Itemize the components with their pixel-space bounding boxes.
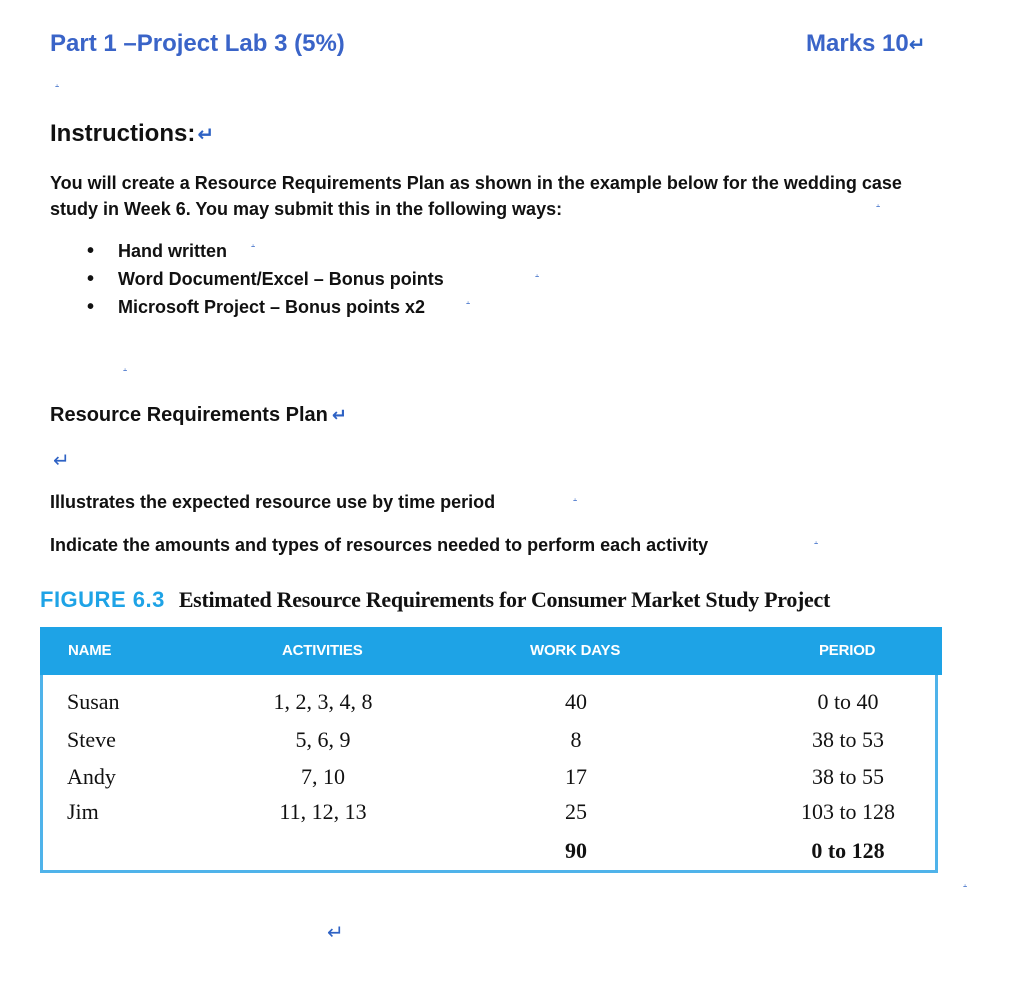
- column-header-period: PERIOD: [819, 642, 876, 659]
- table-header: [40, 627, 942, 675]
- lab-title: Part 1 –Project Lab 3 (5%): [50, 30, 345, 57]
- paragraph-return-mark: ↵: [327, 920, 344, 944]
- return-mark: ↵: [331, 405, 347, 425]
- table-cell-name: Jim: [67, 799, 99, 824]
- cell-text: 25: [565, 799, 587, 824]
- plan-paragraph-2: Indicate the amounts and types of resources needed to perform each activity: [50, 535, 709, 555]
- cell-text: 5, 6, 9: [295, 727, 351, 752]
- figure-number: FIGURE 6.3: [40, 587, 165, 612]
- plan-paragraph-1: Illustrates the expected resource use by time period: [50, 492, 496, 512]
- submission-ways-list: [50, 237, 444, 321]
- cell-text: 90: [565, 838, 587, 863]
- cell-text: 0 to 128: [811, 838, 885, 863]
- instructions-heading: [50, 120, 214, 148]
- table-cell-name: Steve: [67, 727, 116, 752]
- cell-text: 40: [565, 689, 587, 714]
- column-header-name: NAME: [68, 642, 112, 659]
- marks-text: Marks 10: [806, 30, 909, 57]
- plan-heading: [50, 404, 347, 427]
- figure-caption-text: Estimated Resource Requirements for Consumer Market Study Project: [178, 587, 831, 612]
- cell-text: 17: [565, 764, 587, 789]
- cell-text: 7, 10: [301, 764, 345, 789]
- cell-text: 1, 2, 3, 4, 8: [273, 689, 373, 714]
- cell-text: 103 to 128: [800, 799, 896, 824]
- cell-text: 38 to 53: [811, 727, 885, 752]
- column-header-activities: ACTIVITIES: [282, 642, 363, 659]
- instructions-heading-text: Instructions:: [50, 120, 196, 147]
- marks-label: [806, 30, 926, 58]
- column-header-work-days: WORK DAYS: [530, 642, 621, 659]
- return-mark: ↵: [197, 124, 215, 146]
- table-cell-name: Andy: [67, 764, 116, 789]
- figure-caption: [40, 587, 830, 613]
- plan-heading-text: Resource Requirements Plan: [50, 404, 328, 426]
- cell-text: 11, 12, 13: [279, 799, 367, 824]
- list-item: • Word Document/Excel – Bonus points: [50, 265, 444, 293]
- return-mark: ↵: [908, 34, 926, 56]
- list-item: • Hand written: [50, 237, 444, 265]
- cell-text: 38 to 55: [811, 764, 885, 789]
- cell-text: 0 to 40: [817, 689, 879, 714]
- instructions-intro: You will create a Resource Requirements Plan as shown in the example below for the wedding case study in Week 6. You may submit this in the following ways:: [50, 173, 902, 219]
- table-cell-name: Susan: [67, 689, 120, 714]
- cell-text: 8: [570, 727, 582, 752]
- list-item: • Microsoft Project – Bonus points x2: [50, 293, 444, 321]
- paragraph-return-mark: ↵: [53, 448, 70, 472]
